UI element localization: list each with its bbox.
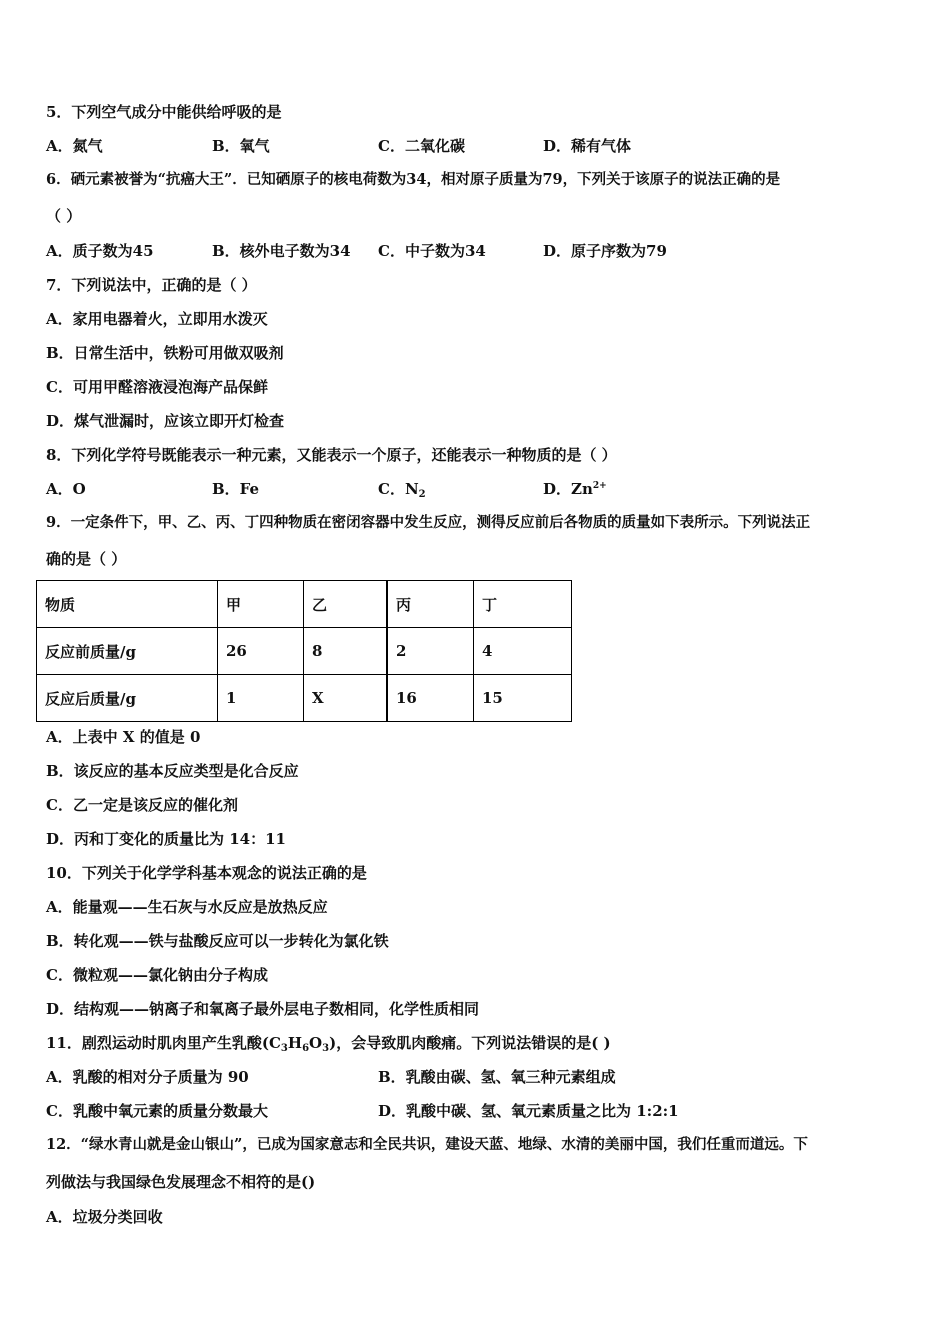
q6-option-b: B．核外电子数为34 — [212, 242, 351, 260]
q7-option-a: A．家用电器着火，立即用水泼灭 — [46, 310, 268, 328]
q8-option-c-subscript: 2 — [418, 489, 426, 500]
q9-option-b: B．该反应的基本反应类型是化合反应 — [46, 762, 299, 780]
q11-stem-start: 11．剧烈运动时肌肉里产生乳酸(C — [46, 1034, 281, 1052]
q6-option-a: A．质子数为45 — [46, 242, 154, 260]
q11-formula-sub-o: 3 — [322, 1043, 330, 1054]
q5-option-c: C．二氧化碳 — [378, 137, 465, 155]
table-cell: 26 — [218, 628, 304, 675]
table-row — [37, 675, 572, 722]
table-cell: 反应前质量/g — [37, 628, 218, 675]
q5-option-b: B．氧气 — [212, 137, 270, 155]
q7-option-d: D．煤气泄漏时，应该立即开灯检查 — [46, 412, 285, 430]
table-cell: 8 — [304, 628, 388, 675]
table-cell: 15 — [474, 675, 572, 722]
q10-option-d: D．结构观——钠离子和氧离子最外层电子数相同，化学性质相同 — [46, 1000, 480, 1018]
q10-option-b: B．转化观——铁与盐酸反应可以一步转化为氯化铁 — [46, 932, 389, 950]
q7-stem: 7．下列说法中，正确的是（ ） — [46, 276, 257, 294]
table-cell: X — [304, 675, 388, 722]
q8-option-d — [543, 479, 607, 499]
q10-option-c: C．微粒观——氯化钠由分子构成 — [46, 966, 268, 984]
q8-option-c — [378, 479, 426, 499]
q11-option-c: C．乳酸中氧元素的质量分数最大 — [46, 1102, 268, 1120]
q12-stem-line2: 列做法与我国绿色发展理念不相符的是() — [46, 1173, 316, 1191]
q11-formula-sub-c: 3 — [280, 1043, 288, 1054]
table-row — [37, 628, 572, 675]
q8-option-c-text: C．N — [378, 480, 419, 498]
q9-stem-line1: 9．一定条件下，甲、乙、丙、丁四种物质在密闭容器中发生反应，测得反应前后各物质的质量如下表所示。下列说法正 — [46, 514, 811, 531]
q9-stem-line2: 确的是（ ） — [46, 550, 127, 568]
table-cell: 4 — [474, 628, 572, 675]
q12-option-a: A．垃圾分类回收 — [46, 1208, 163, 1226]
q12-stem-line1: 12．“绿水青山就是金山银山”，已成为国家意志和全民共识，建设天蓝、地绿、水清的美丽中国，我们任重而道远。下 — [46, 1136, 808, 1153]
q11-formula-h: H — [287, 1034, 303, 1052]
q5-option-d: D．稀有气体 — [543, 137, 632, 155]
q11-option-a: A．乳酸的相对分子质量为 90 — [46, 1068, 249, 1086]
table-header-cell: 丁 — [474, 581, 572, 628]
q9-option-c: C．乙一定是该反应的催化剂 — [46, 796, 238, 814]
q6-option-d: D．原子序数为79 — [543, 242, 667, 260]
q10-stem: 10．下列关于化学学科基本观念的说法正确的是 — [46, 864, 367, 882]
q11-formula-o: O — [309, 1034, 323, 1052]
q6-option-c: C．中子数为34 — [378, 242, 486, 260]
q8-stem: 8．下列化学符号既能表示一种元素，又能表示一个原子，还能表示一种物质的是（ ） — [46, 446, 617, 464]
q9-option-a: A．上表中 X 的值是 0 — [46, 728, 201, 746]
table-header-cell: 丙 — [387, 581, 474, 628]
q6-stem: 6．硒元素被誉为“抗癌大王”．已知硒原子的核电荷数为34，相对原子质量为79，下列关于该原子的说法正确的是 — [46, 171, 781, 188]
q5-option-a: A．氮气 — [46, 137, 103, 155]
q11-stem — [46, 1033, 611, 1053]
q8-option-b: B．Fe — [212, 480, 260, 498]
q8-option-d-text: D．Zn — [543, 480, 593, 498]
q7-option-b: B．日常生活中，铁粉可用做双吸剂 — [46, 344, 284, 362]
table-cell: 2 — [387, 628, 474, 675]
table-header-cell: 物质 — [37, 581, 218, 628]
q9-option-d: D．丙和丁变化的质量比为 14：11 — [46, 830, 286, 848]
q11-stem-end: )，会导致肌肉酸痛。下列说法错误的是( ) — [329, 1034, 611, 1052]
table-header-cell: 乙 — [304, 581, 388, 628]
table-header-cell: 甲 — [218, 581, 304, 628]
q6-bracket: （ ） — [46, 207, 82, 225]
q11-option-d: D．乳酸中碳、氢、氧元素质量之比为 1:2:1 — [378, 1102, 679, 1120]
q8-option-d-superscript: 2+ — [592, 481, 607, 491]
table-header-row — [37, 581, 572, 628]
table-cell: 反应后质量/g — [37, 675, 218, 722]
q11-formula-sub-h: 6 — [302, 1043, 310, 1054]
q8-option-a: A．O — [46, 480, 86, 498]
q10-option-a: A．能量观——生石灰与水反应是放热反应 — [46, 898, 328, 916]
q7-option-c: C．可用甲醛溶液浸泡海产品保鲜 — [46, 378, 268, 396]
table-cell: 1 — [218, 675, 304, 722]
q11-option-b: B．乳酸由碳、氢、氧三种元素组成 — [378, 1068, 616, 1086]
q5-stem: 5．下列空气成分中能供给呼吸的是 — [46, 103, 282, 121]
q9-data-table — [36, 580, 572, 722]
table-cell: 16 — [387, 675, 474, 722]
